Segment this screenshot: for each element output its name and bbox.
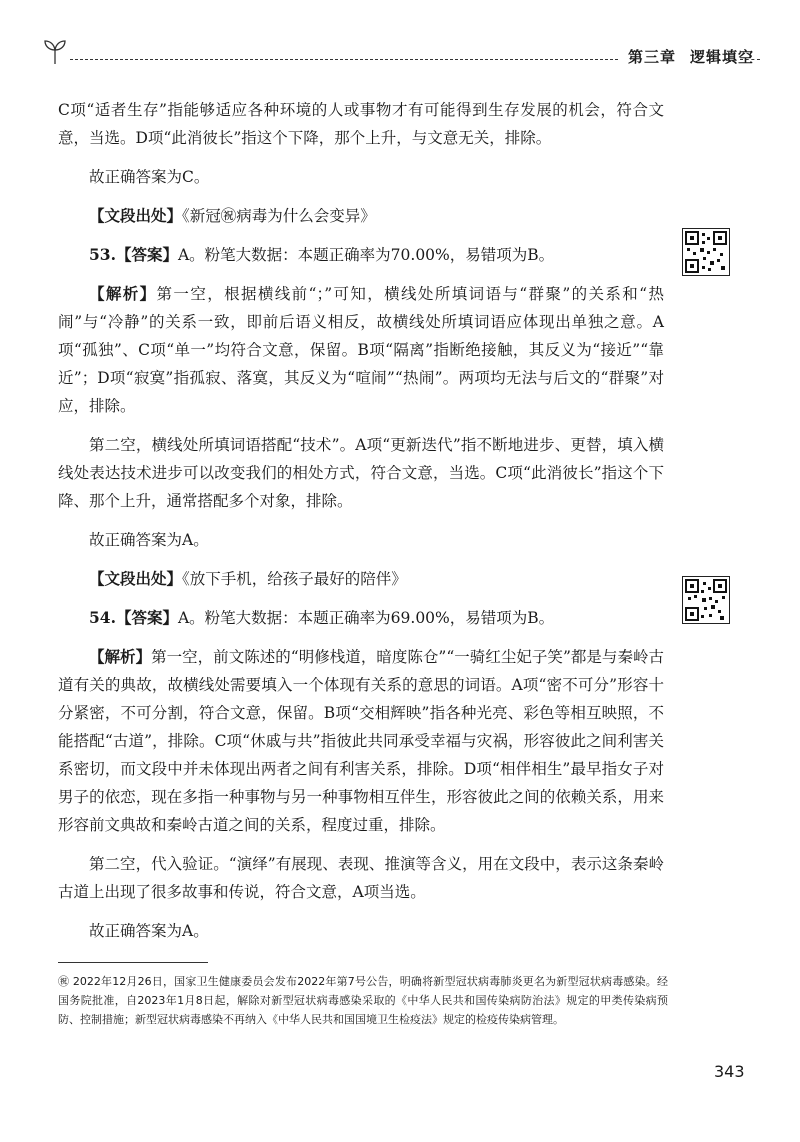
qr-code-icon[interactable] (682, 228, 730, 276)
question-54-analysis (58, 643, 664, 839)
analysis-text: 第一空，前文陈述的“明修栈道，暗度陈仓”“一骑红尘妃子笑”都是与秦岭古道有关的典故，故横线处需要填入一个体现有关系的意思的词语。A项“密不可分”形容十分紧密，不可分割，符合文意，保留。B项“交相辉映”指各种光亮、彩色等相互映照，不能搭配“古道”，排除。C项“休戚与共”指彼此共同承受幸福与灾祸，形容彼此之间利害关系密切，而文段中并未体现出两者之间有利害关系，排除。D项“相伴相生”最早指女子对男子的依恋，现在多指一种事物与另一种事物相互伴生，形容彼此之间的依赖关系，用来形容前文典故和秦岭古道之间的关系，程度过重，排除。 (58, 648, 664, 834)
paragraph: 第二空，代入验证。“演绎”有展现、表现、推演等含义，用在文段中，表示这条秦岭古道上出现了很多故事和传说，符合文意，A项当选。 (58, 855, 664, 901)
question-53-answer (58, 241, 664, 269)
answer-text: A。粉笔大数据：本题正确率为70.00%，易错项为B。 (177, 246, 555, 264)
source-label: 【文段出处】 (89, 569, 183, 588)
source-title: 《新冠㊗病毒为什么会变异》 (182, 207, 376, 225)
source-label: 【文段出处】 (89, 206, 183, 225)
page-number: 343 (714, 1062, 745, 1081)
analysis-label: 【解析】 (89, 284, 157, 303)
source-line (58, 202, 664, 230)
footnote: ㊗ 2022年12月26日，国家卫生健康委员会发布2022年第7号公告，明确将新型冠状病毒肺炎更名为新型冠状病毒感染。经国务院批准，自2023年1月8日起，解除对新型冠状病毒感染采取的《中华人民共和国传染病防治法》规定的甲类传染病预防、控制措施；新型冠状病毒感染不再纳入《中华人民共和国国境卫生检疫法》规定的检疫传染病管理。 (58, 975, 668, 1026)
answer-label: 53.【答案】 (89, 245, 178, 264)
answer-line: 故正确答案为A。 (89, 531, 209, 549)
source-title: 《放下手机，给孩子最好的陪伴》 (182, 570, 407, 588)
running-header (40, 38, 760, 74)
answer-line: 故正确答案为A。 (89, 922, 209, 940)
chapter-label: 第三章 (628, 48, 677, 66)
answer-line: 故正确答案为C。 (89, 168, 210, 186)
header-rule-end (740, 59, 760, 60)
analysis-label: 【解析】 (89, 647, 152, 666)
section-label: 逻辑填空 (690, 48, 755, 66)
paragraph: 第二空，横线处所填词语搭配“技术”。A项“更新迭代”指不断地进步、更替，填入横线处表达技术进步可以改变我们的相处方式，符合文意，当选。C项“此消彼长”指这个下降、那个上升，通常搭配多个对象，排除。 (58, 436, 664, 510)
header-rule (70, 59, 618, 60)
question-53-analysis (58, 280, 664, 420)
question-54-answer (58, 604, 664, 632)
chapter-title (628, 46, 768, 67)
source-line (58, 565, 664, 593)
answer-label: 54.【答案】 (89, 608, 178, 627)
footnote-rule (58, 962, 208, 963)
leaf-icon (40, 38, 70, 68)
page-body (58, 96, 664, 956)
qr-code-icon[interactable] (682, 576, 730, 624)
answer-text: A。粉笔大数据：本题正确率为69.00%，易错项为B。 (177, 609, 555, 627)
paragraph: C项“适者生存”指能够适应各种环境的人或事物才有可能得到生存发展的机会，符合文意，当选。D项“此消彼长”指这个下降，那个上升，与文意无关，排除。 (58, 101, 664, 147)
analysis-text: 第一空，根据横线前“；”可知，横线处所填词语与“群聚”的关系和“热闹”与“冷静”的关系一致，即前后语义相反，故横线处所填词语应体现出单独之意。A项“孤独”、C项“单一”均符合文意，保留。B项“隔离”指断绝接触，其反义为“接近”“靠近”；D项“寂寞”指孤寂、落寞，其反义为“喧闹”“热闹”。两项均无法与后文的“群聚”对应，排除。 (58, 285, 664, 415)
